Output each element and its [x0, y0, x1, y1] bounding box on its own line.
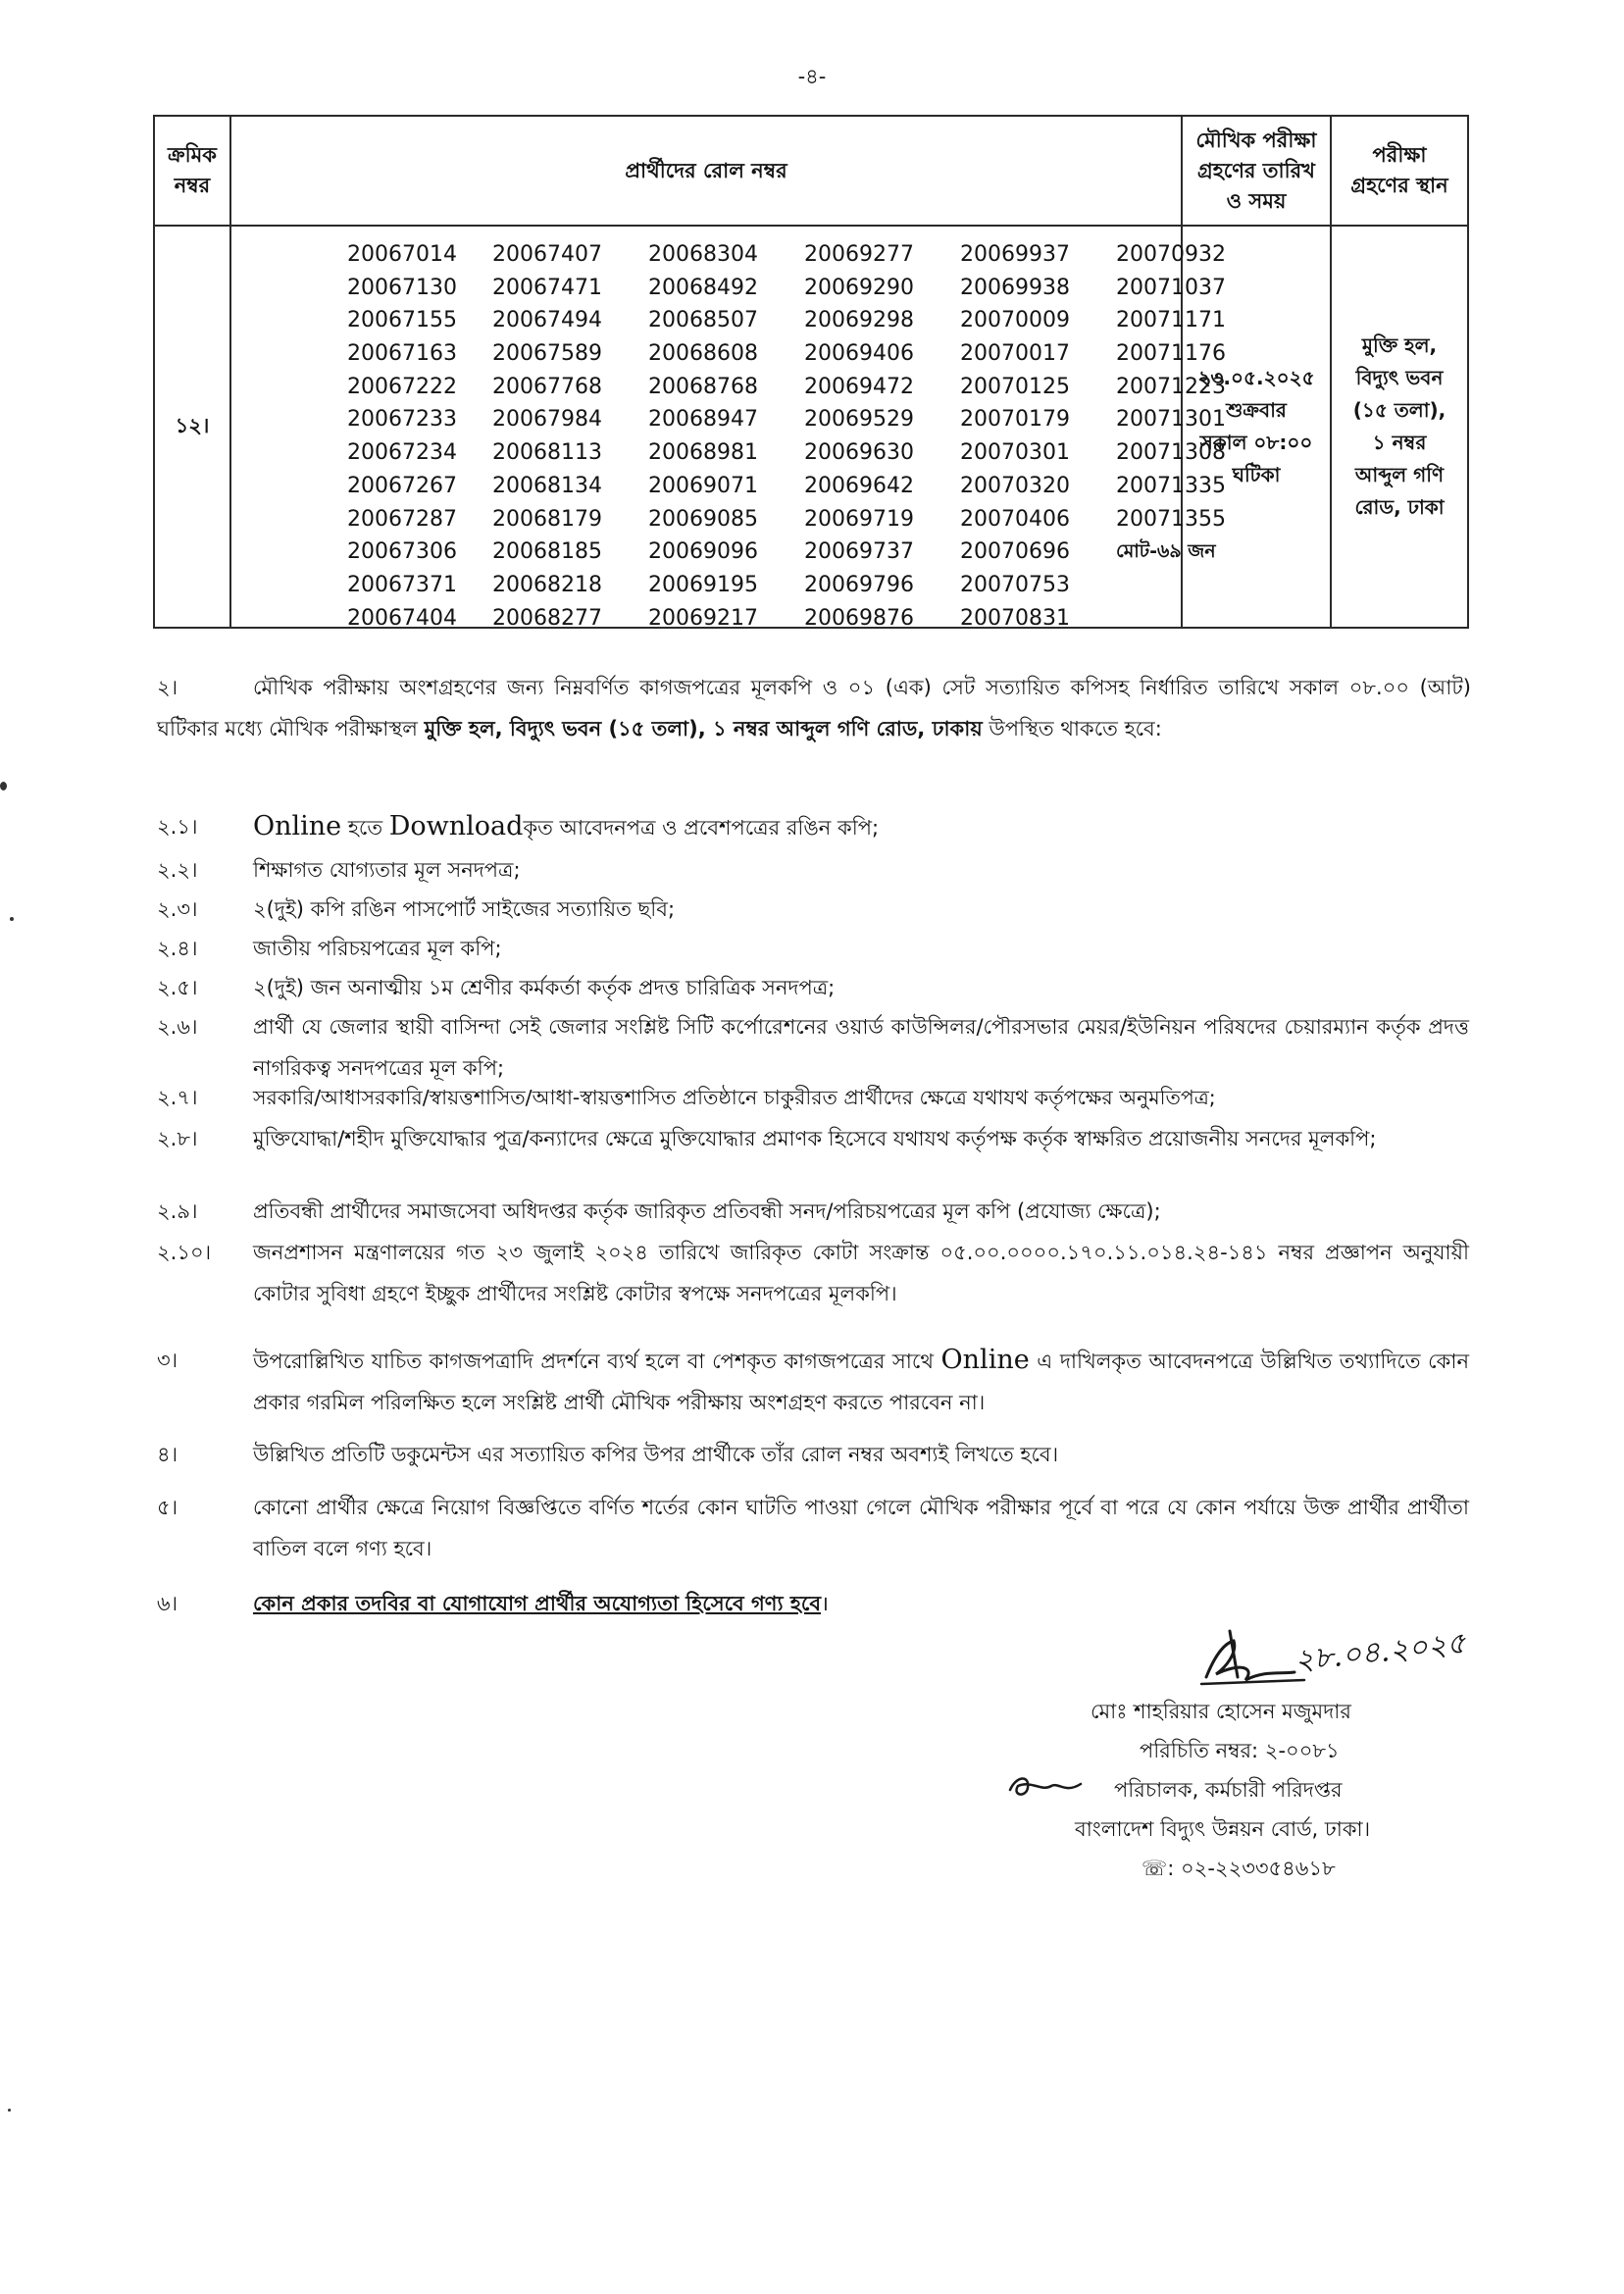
roll-number: 20068185	[492, 539, 602, 565]
para3-text-b: এ দাখিলকৃত আবেদনপত্রে উল্লিখিত তথ্যাদিতে কোন প্রকার গরমিল পরিলক্ষিত হলে সংশ্লিষ্ট প্রার্থী মৌখিক পরীক্ষায় অংশগ্রহণ করতে পারবেন না।	[253, 1350, 1469, 1414]
roll-number: 20067371	[347, 572, 457, 597]
para3-text-a: উপরোল্লিখিত যাচিত কাগজপত্রাদি প্রদর্শনে ব্যর্থ হলে বা পেশকৃত কাগজপত্রের সাথে	[253, 1350, 941, 1373]
roll-number: 20067287	[347, 506, 457, 532]
roll-column	[648, 238, 758, 635]
initial-signature	[1002, 1768, 1091, 1804]
roll-table	[153, 115, 1469, 629]
item-number: ২.৫।	[157, 976, 198, 999]
roll-number: 20069277	[804, 242, 914, 267]
handwritten-date: ২৮.০৪.২০২৫	[1293, 1625, 1468, 1679]
item-text-part: হতে	[341, 816, 389, 840]
para2-text	[157, 667, 1471, 749]
roll-number: 20070753	[960, 572, 1070, 597]
roll-number: 20067130	[347, 275, 457, 300]
roll-number: 20071308	[1116, 440, 1226, 466]
online-word: Online	[253, 811, 342, 841]
para2-text-b: উপস্থিত থাকতে হবে:	[982, 717, 1162, 740]
roll-number: 20070009	[960, 308, 1070, 333]
margin-mark	[10, 917, 14, 921]
page-number: -৪-	[797, 65, 827, 88]
roll-number: 20071355	[1116, 506, 1226, 532]
roll-number: 20068608	[648, 341, 758, 367]
roll-number: 20067233	[347, 407, 457, 433]
para3-number: ৩।	[157, 1349, 178, 1372]
roll-number: 20068277	[492, 605, 602, 631]
para4-text: উল্লিখিত প্রতিটি ডকুমেন্টস এর সত্যায়িত কপির উপর প্রার্থীকে তাঁর রোল নম্বর অবশ্যই লিখতে হবে।	[253, 1443, 1059, 1466]
roll-number: 20067407	[492, 242, 602, 267]
venue-line: (১৫ তলা),	[1352, 398, 1446, 422]
para4-number: ৪।	[157, 1443, 178, 1466]
item-number: ২.৯।	[157, 1199, 198, 1223]
roll-column	[1116, 238, 1226, 569]
margin-mark	[8, 2109, 11, 2112]
phone-number: ০২-২২৩৩৫৪৬১৮	[1181, 1857, 1336, 1880]
item-number: ২.১০।	[157, 1241, 212, 1264]
roll-number: 20069217	[648, 605, 758, 631]
roll-number: 20071037	[1116, 275, 1226, 300]
header-serial: ক্রমিক নম্বর	[154, 116, 230, 226]
signatory-organization: বাংলাদেশ বিদ্যুৎ উন্নয়ন বোর্ড, ঢাকা।	[1075, 1817, 1371, 1841]
roll-number: 20070301	[960, 440, 1070, 466]
roll-number: 20068304	[648, 242, 758, 267]
item-number: ২.৪।	[157, 937, 198, 960]
roll-number: 20069195	[648, 572, 758, 597]
roll-number: 20068492	[648, 275, 758, 300]
roll-number: 20067494	[492, 308, 602, 333]
roll-number: 20067234	[347, 440, 457, 466]
item-text: প্রতিবন্ধী প্রার্থীদের সমাজসেবা অধিদপ্তর কর্তৃক জারিকৃত প্রতিবন্ধী সনদ/পরিচয়পত্রের মূল কপি (প্রযোজ্য ক্ষেত্রে);	[253, 1199, 1161, 1223]
roll-number: 20070932	[1116, 242, 1226, 267]
roll-number: 20069630	[804, 440, 914, 466]
item-number: ২.২।	[157, 858, 198, 882]
item-number: ২.৬।	[157, 1015, 198, 1039]
item-text	[253, 806, 1469, 848]
roll-number: 20069719	[804, 506, 914, 532]
roll-number: 20069796	[804, 572, 914, 597]
roll-number: 20068134	[492, 473, 602, 498]
para2-number: ২।	[157, 676, 178, 699]
item-text: শিক্ষাগত যোগ্যতার মূল সনদপত্র;	[253, 858, 521, 882]
roll-number: 20067014	[347, 242, 457, 267]
roll-number: 20068981	[648, 440, 758, 466]
item-text-part: কৃত আবেদনপত্র ও প্রবেশপত্রের রঙিন কপি;	[523, 816, 880, 840]
roll-number: 20069071	[648, 473, 758, 498]
table-row	[154, 226, 1468, 628]
roll-number: 20068179	[492, 506, 602, 532]
roll-number: 20071176	[1116, 341, 1226, 367]
roll-number: 20067306	[347, 539, 457, 565]
table-header-row	[154, 116, 1468, 226]
roll-number: 20069737	[804, 539, 914, 565]
item-text: ২(দুই) জন অনাত্মীয় ১ম শ্রেণীর কর্মকর্তা কর্তৃক প্রদত্ত চারিত্রিক সনদপত্র;	[253, 976, 836, 999]
roll-number: 20069085	[648, 506, 758, 532]
download-word: Download	[388, 811, 524, 841]
para6-number: ৬।	[157, 1592, 178, 1615]
roll-number: 20069406	[804, 341, 914, 367]
para2-venue: মুক্তি হল, বিদ্যুৎ ভবন (১৫ তলা), ১ নম্বর আব্দুল গণি রোড, ঢাকায়	[424, 717, 983, 740]
para5-text: কোনো প্রার্থীর ক্ষেত্রে নিয়োগ বিজ্ঞপ্তিতে বর্ণিত শর্তের কোন ঘাটতি পাওয়া গেলে মৌখিক পরীক্ষার পূর্বে বা পরে যে কোন পর্যায়ে উক্ত প্রার্থীর প্রার্থীতা বাতিল বলে গণ্য হবে।	[253, 1496, 1469, 1560]
venue-line: আব্দুল গণি	[1354, 463, 1445, 486]
roll-number: 20067163	[347, 341, 457, 367]
roll-number: 20069938	[960, 275, 1070, 300]
signatory-name: মোঃ শাহরিয়ার হোসেন মজুমদার	[1091, 1700, 1351, 1723]
header-viva-time: মৌখিক পরীক্ষা গ্রহণের তারিখ ও সময়	[1182, 116, 1331, 226]
roll-number: 20071171	[1116, 308, 1226, 333]
item-text: প্রার্থী যে জেলার স্থায়ী বাসিন্দা সেই জেলার সংশ্লিষ্ট সিটি কর্পোরেশনের ওয়ার্ড কাউন্সিলর/পৌরসভার মেয়র/ইউনিয়ন পরিষদের চেয়ারম্যান কর্তৃক প্রদত্ত নাগরিকত্ব সনদপত্রের মূল কপি;	[253, 1015, 1469, 1080]
para6-warning: কোন প্রকার তদবির বা যোগাযোগ প্রার্থীর অযোগ্যতা হিসেবে গণ্য হবে	[253, 1592, 822, 1615]
roll-number: 20070696	[960, 539, 1070, 565]
para5-number: ৫।	[157, 1496, 178, 1519]
roll-number: 20069937	[960, 242, 1070, 267]
para6-text: কোন প্রকার তদবির বা যোগাযোগ প্রার্থীর অযোগ্যতা হিসেবে গণ্য হবে।	[253, 1592, 829, 1615]
signatory-id: পরিচিতি নম্বর: ২-০০৮১	[1140, 1739, 1340, 1762]
header-roll: প্রার্থীদের রোল নম্বর	[230, 116, 1182, 226]
roll-number: 20070831	[960, 605, 1070, 631]
viva-date: ২৩.০৫.২০২৫	[1197, 366, 1315, 389]
roll-number: 20067267	[347, 473, 457, 498]
venue-line: বিদ্যুৎ ভবন	[1355, 366, 1444, 389]
roll-number: 20070017	[960, 341, 1070, 367]
roll-column	[960, 238, 1070, 635]
roll-number: 20067404	[347, 605, 457, 631]
item-text: সরকারি/আধাসরকারি/স্বায়ত্তশাসিত/আধা-স্বায়ত্তশাসিত প্রতিষ্ঠানে চাকুরীরত প্রার্থীদের ক্ষেত্রে যথাযথ কর্তৃপক্ষের অনুমতিপত্র;	[253, 1086, 1216, 1109]
roll-number: 20070320	[960, 473, 1070, 498]
viva-time-unit: ঘটিকা	[1232, 463, 1281, 486]
roll-number: 20067155	[347, 308, 457, 333]
roll-number: 20068947	[648, 407, 758, 433]
total-count: মোট-৬৯ জন	[1116, 540, 1216, 563]
roll-number: 20070179	[960, 407, 1070, 433]
para3-text	[253, 1340, 1469, 1423]
roll-number: 20070125	[960, 374, 1070, 399]
roll-number: 20068507	[648, 308, 758, 333]
roll-number: 20067984	[492, 407, 602, 433]
header-venue: পরীক্ষা গ্রহণের স্থান	[1331, 116, 1468, 226]
roll-number: 20069642	[804, 473, 914, 498]
roll-number: 20067768	[492, 374, 602, 399]
roll-number: 20068768	[648, 374, 758, 399]
item-number: ২.৩।	[157, 897, 198, 921]
item-number: ২.১।	[157, 815, 198, 839]
roll-number: 20067222	[347, 374, 457, 399]
item-text: জাতীয় পরিচয়পত্রের মূল কপি;	[253, 937, 502, 960]
roll-number: 20069096	[648, 539, 758, 565]
viva-day: শুক্রবার	[1226, 398, 1287, 422]
roll-number: 20069290	[804, 275, 914, 300]
viva-time: সকাল ০৮:০০	[1199, 431, 1313, 454]
roll-column	[492, 238, 602, 635]
roll-number: 20070406	[960, 506, 1070, 532]
roll-number: 20068113	[492, 440, 602, 466]
telephone-icon: ☏	[1142, 1857, 1168, 1880]
roll-number: 20067589	[492, 341, 602, 367]
item-text: মুক্তিযোদ্ধা/শহীদ মুক্তিযোদ্ধার পুত্র/কন্যাদের ক্ষেত্রে মুক্তিযোদ্ধার প্রমাণক হিসেবে যথাযথ কর্তৃপক্ষ কর্তৃক স্বাক্ষরিত প্রয়োজনীয় সনদের মূলকপি;	[253, 1127, 1377, 1150]
venue-line: রোড, ঢাকা	[1354, 495, 1445, 519]
roll-column	[347, 238, 457, 635]
roll-number: 20067471	[492, 275, 602, 300]
roll-number: 20069298	[804, 308, 914, 333]
venue-line: মুক্তি হল,	[1361, 333, 1438, 357]
serial-cell: ১২।	[154, 226, 230, 628]
roll-number: 20071335	[1116, 473, 1226, 498]
roll-number: 20068218	[492, 572, 602, 597]
item-number: ২.৭।	[157, 1086, 198, 1109]
roll-number: 20069529	[804, 407, 914, 433]
roll-number: 20071223	[1116, 374, 1226, 399]
roll-number: 20069876	[804, 605, 914, 631]
venue-line: ১ নম্বর	[1372, 431, 1427, 454]
margin-mark	[0, 782, 7, 790]
roll-numbers-cell	[230, 226, 1226, 631]
item-number: ২.৮।	[157, 1127, 198, 1150]
roll-number: 20069472	[804, 374, 914, 399]
roll-number: 20071301	[1116, 407, 1226, 433]
online-word: Online	[940, 1345, 1030, 1375]
signatory-designation: পরিচালক, কর্মচারী পরিদপ্তর	[1114, 1778, 1343, 1802]
item-text: জনপ্রশাসন মন্ত্রণালয়ের গত ২৩ জুলাই ২০২৪ তারিখে জারিকৃত কোটা সংক্রান্ত ০৫.০০.০০০০.১৭০.১১.০১৪.২৪-১৪১ নম্বর প্রজ্ঞাপন অনুযায়ী কোটার সুবিধা গ্রহণে ইচ্ছুক প্রার্থীদের সংশ্লিষ্ট কোটার স্বপক্ষে সনদপত্রের মূলকপি।	[253, 1241, 1469, 1305]
signatory-phone: ☏: ০২-২২৩৩৫৪৬১৮	[1142, 1857, 1336, 1880]
item-text: ২(দুই) কপি রঙিন পাসপোর্ট সাইজের সত্যায়িত ছবি;	[253, 897, 676, 921]
para2-text-a: মৌখিক পরীক্ষায় অংশগ্রহণের জন্য নিম্নবর্ণিত কাগজপত্রের মূলকপি ও ০১ (এক) সেট সত্যায়িত কপিসহ নির্ধারিত তারিখে সকাল ০৮.০০ (আট) ঘটিকার মধ্যে মৌখিক পরীক্ষাস্থল	[157, 676, 1471, 740]
venue-cell	[1331, 226, 1468, 628]
roll-column	[804, 238, 914, 635]
